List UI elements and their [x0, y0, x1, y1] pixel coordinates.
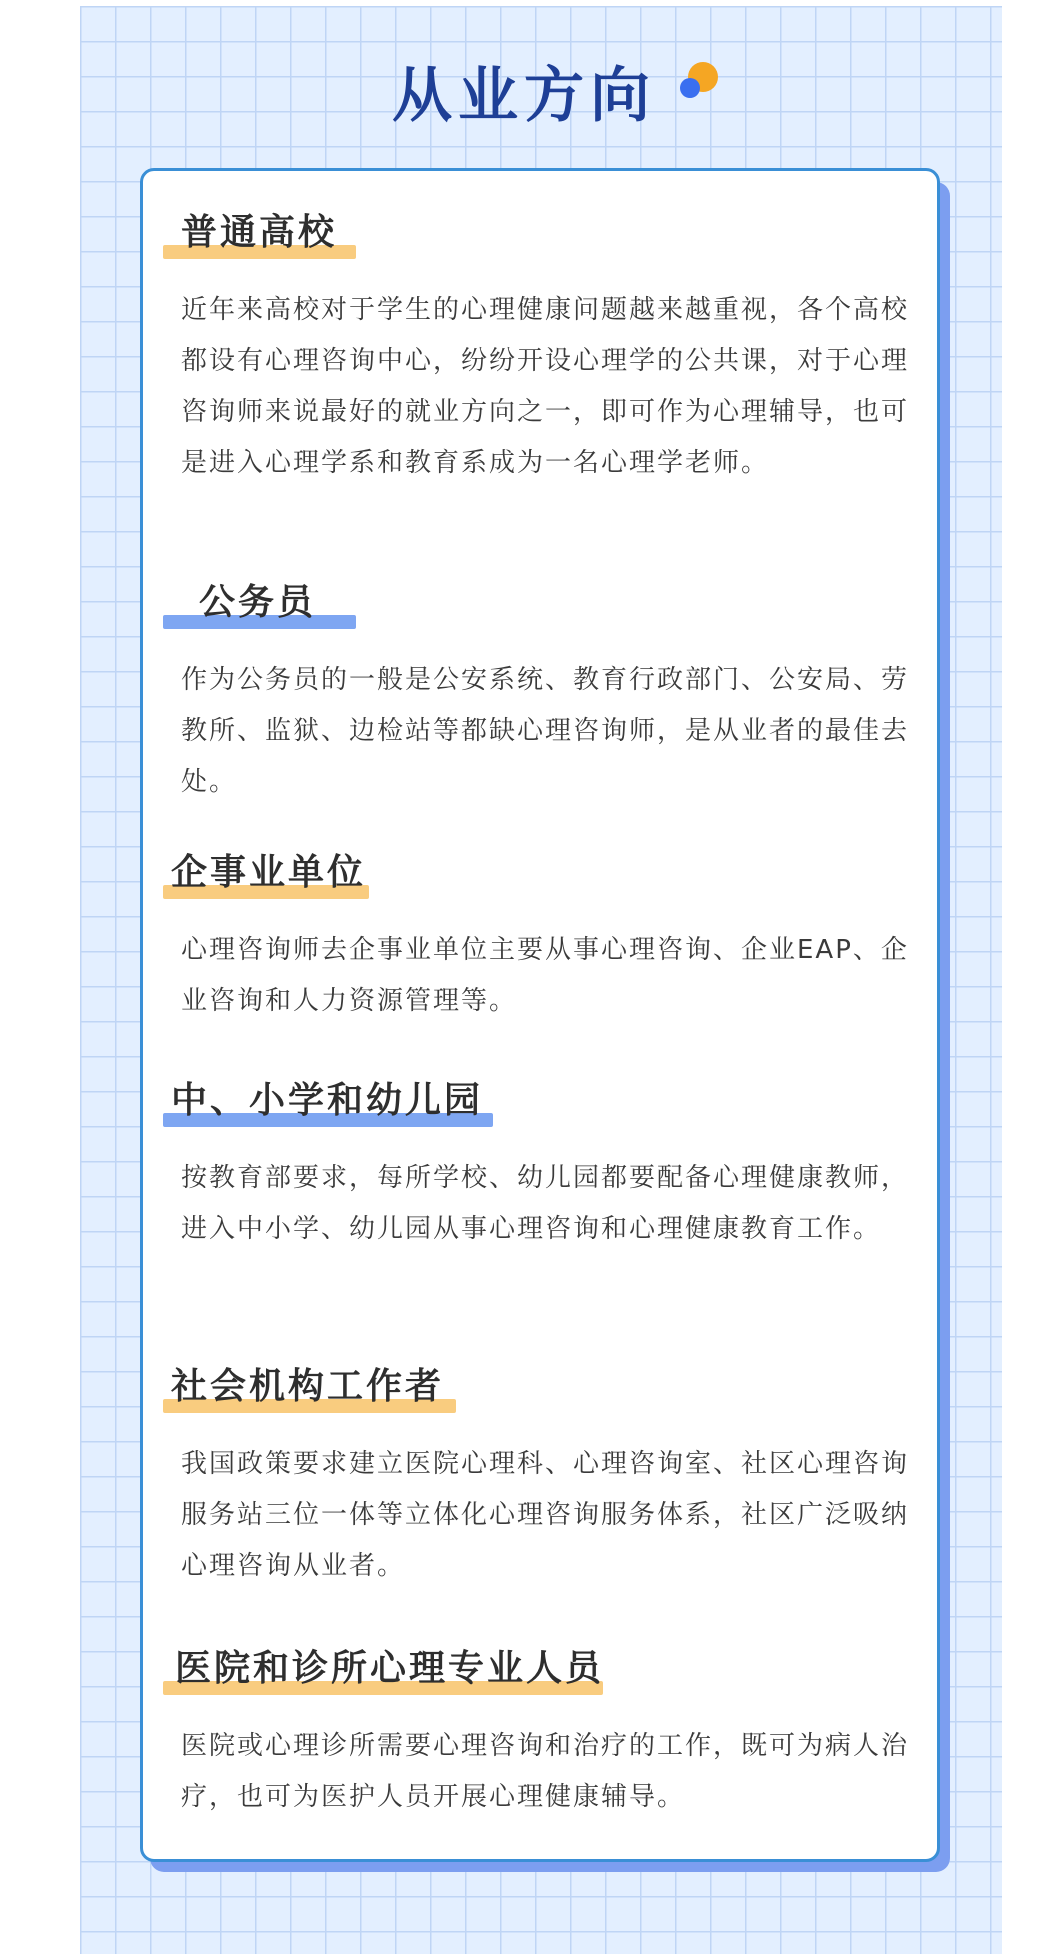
decorative-dots-icon	[680, 60, 730, 110]
section-text: 作为公务员的一般是公安系统、教育行政部门、公安局、劳教所、监狱、边检站等都缺心理咨询师，是从业者的最佳去处。	[181, 665, 910, 797]
section-hospitals	[143, 1643, 937, 1812]
section-heading: 中、小学和幼儿园	[171, 1080, 484, 1121]
section-heading: 公务员	[199, 582, 317, 623]
section-text: 我国政策要求建立医院心理科、心理咨询室、社区心理咨询服务站三位一体等立体化心理咨询服务体系，社区广泛吸纳心理咨询从业者。	[181, 1449, 910, 1581]
content-card	[140, 168, 940, 1862]
section-text: 近年来高校对于学生的心理健康问题越来越重视，各个高校都设有心理咨询中心，纷纷开设心理学的公共课，对于心理咨询师来说最好的就业方向之一，即可作为心理辅导，也可是进入心理学系和教育系成为一名心理学老师。	[181, 295, 910, 478]
blue-dot-icon	[680, 78, 700, 98]
page-title: 从业方向	[392, 61, 656, 131]
section-schools	[143, 1075, 937, 1244]
section-university	[143, 207, 937, 478]
section-text: 医院或心理诊所需要心理咨询和治疗的工作，既可为病人治疗，也可为医护人员开展心理健康辅导。	[181, 1731, 910, 1812]
section-heading: 医院和诊所心理专业人员	[175, 1648, 605, 1689]
section-text: 心理咨询师去企事业单位主要从事心理咨询、企业EAP、企业咨询和人力资源管理等。	[181, 935, 909, 1016]
section-heading: 普通高校	[181, 212, 338, 253]
section-social-institutions	[143, 1361, 937, 1581]
section-heading: 社会机构工作者	[171, 1366, 445, 1407]
section-heading: 企事业单位	[171, 852, 367, 893]
section-text: 按教育部要求，每所学校、幼儿园都要配备心理健康教师，进入中小学、幼儿园从事心理咨询和心理健康教育工作。	[181, 1163, 910, 1244]
section-enterprise	[143, 847, 937, 1016]
section-civil-servant	[143, 577, 937, 797]
